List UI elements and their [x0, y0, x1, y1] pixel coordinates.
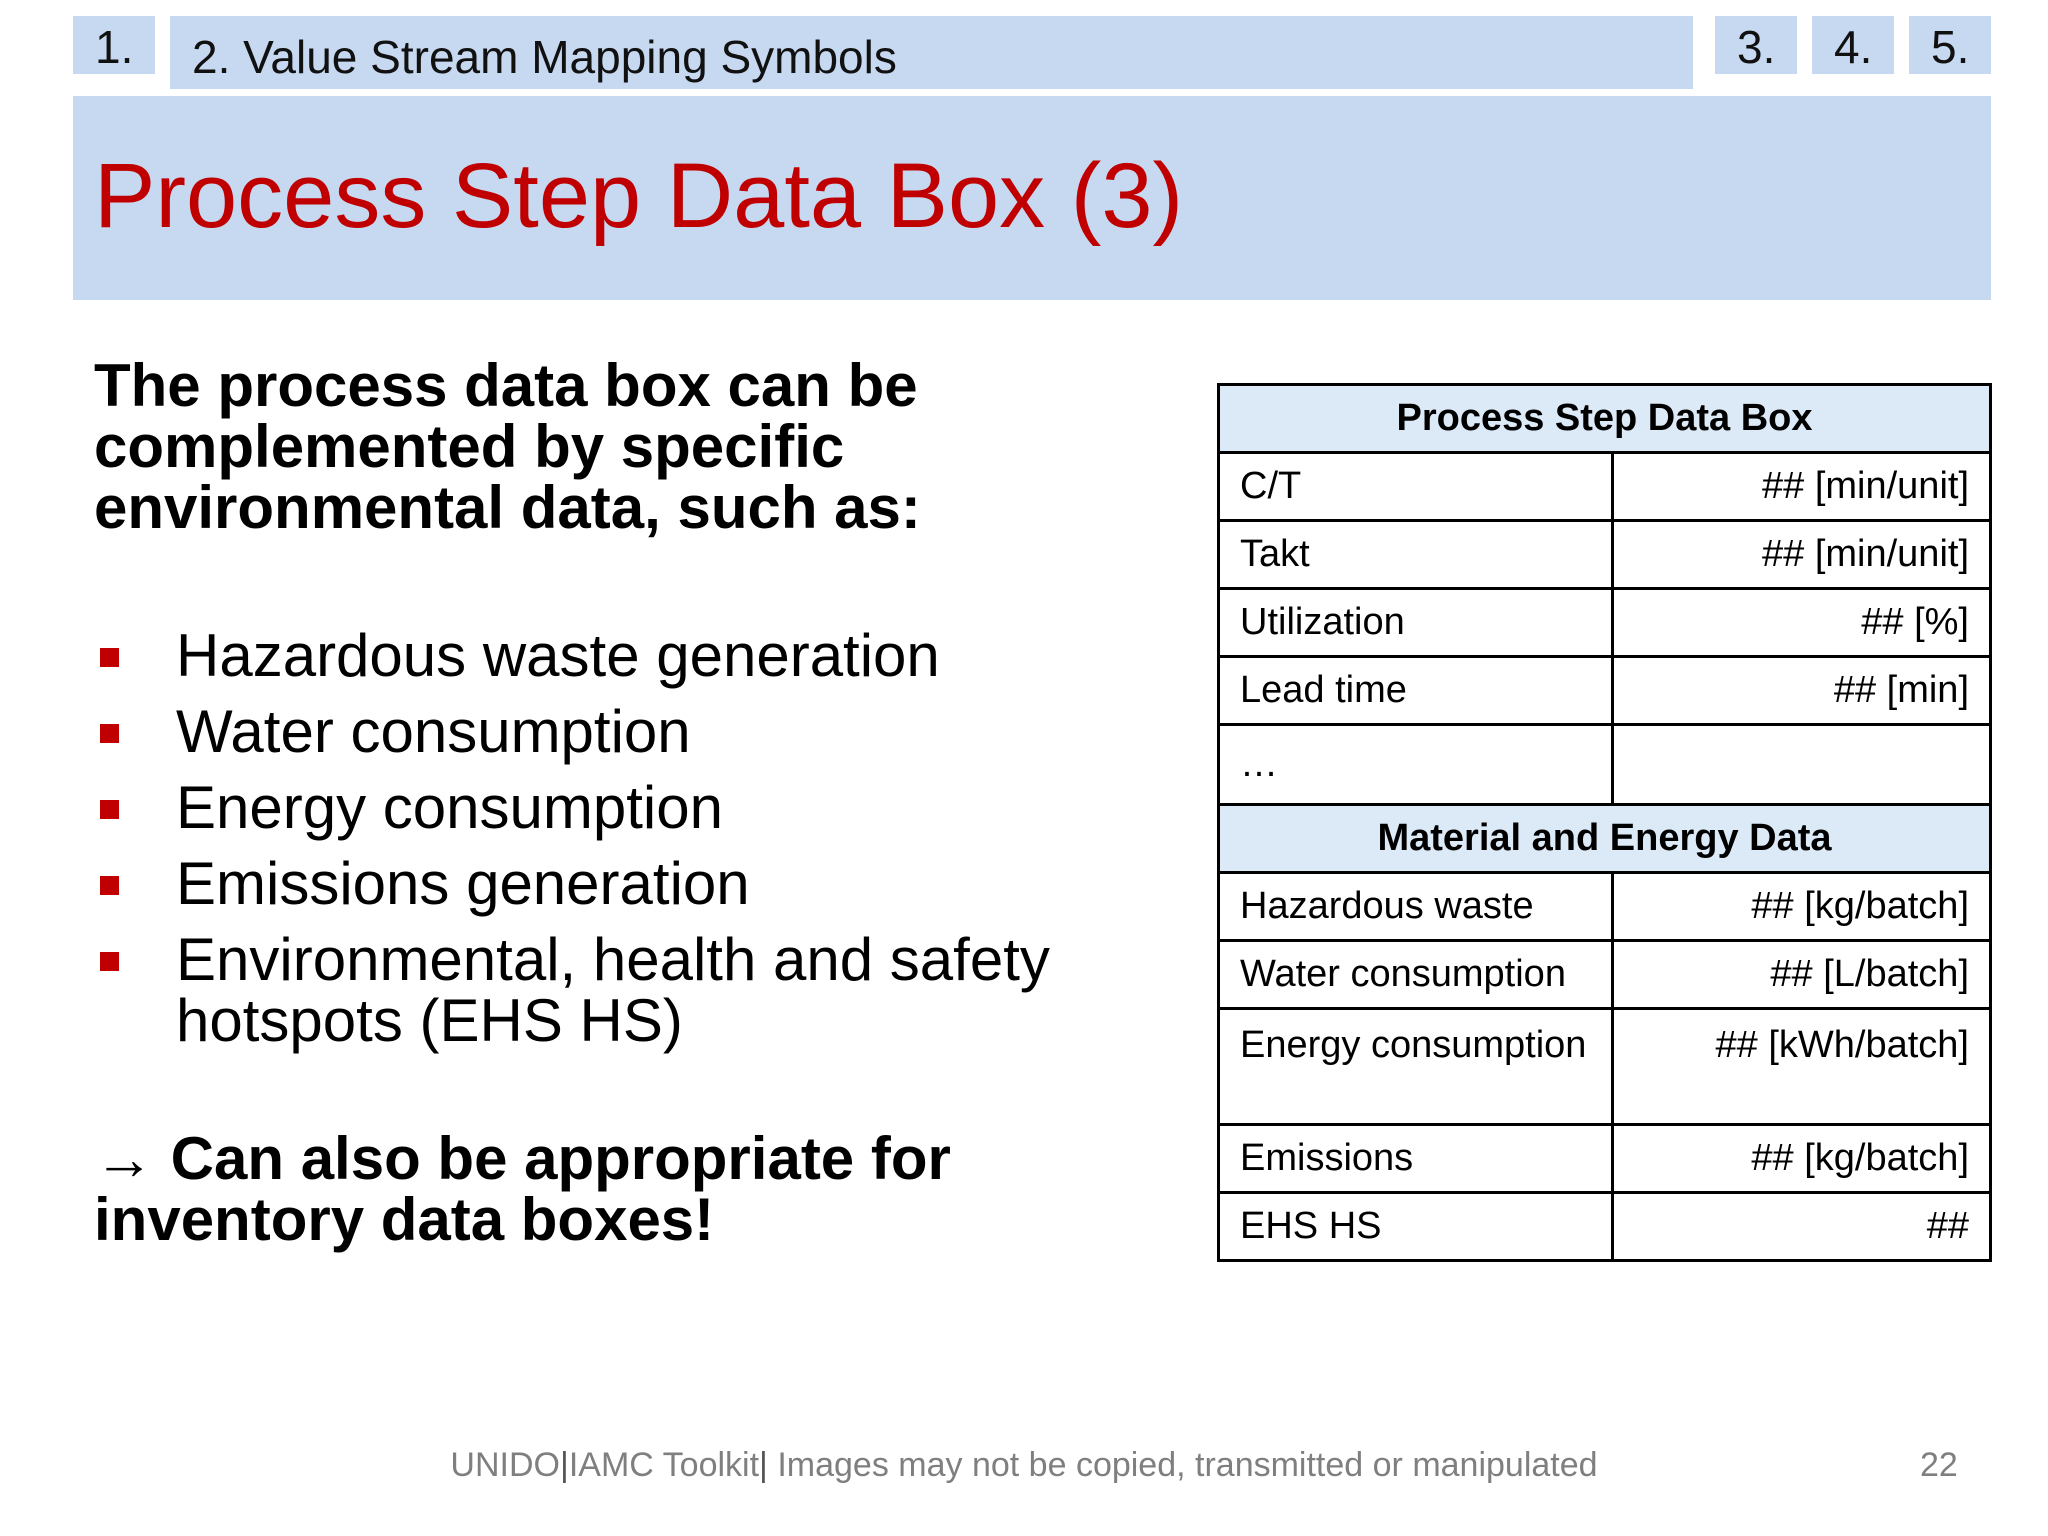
row-value: ## [kg/batch] [1613, 873, 1991, 941]
list-item [94, 698, 1154, 765]
row-value: ## [min] [1613, 657, 1991, 725]
square-bullet-icon [100, 724, 119, 743]
footer-separator: | [559, 1446, 569, 1484]
square-bullet-icon [100, 800, 119, 819]
table-header-row [1219, 805, 1991, 873]
nav-tab-4[interactable]: 4. [1812, 16, 1894, 74]
table-row [1219, 725, 1991, 805]
row-value: ## [min/unit] [1613, 453, 1991, 521]
nav-tab-3[interactable]: 3. [1715, 16, 1797, 74]
row-label: Lead time [1219, 657, 1613, 725]
page-title: Process Step Data Box (3) [94, 145, 1184, 247]
table-row [1219, 1009, 1991, 1125]
nav-tab-5[interactable]: 5. [1909, 16, 1991, 74]
conclusion-text [94, 1125, 1134, 1253]
process-step-data-box-table [1217, 383, 1992, 1262]
footer-toolkit: IAMC Toolkit [568, 1446, 760, 1484]
row-value: ## [%] [1613, 589, 1991, 657]
list-item [94, 622, 1154, 689]
list-item-text: Energy consumption [176, 774, 723, 841]
row-label: C/T [1219, 453, 1613, 521]
footer-separator: | [759, 1446, 768, 1484]
right-arrow-icon: → [94, 1125, 154, 1192]
row-value: ## [kg/batch] [1613, 1125, 1991, 1193]
list-item [94, 850, 1154, 917]
table-row [1219, 657, 1991, 725]
list-item-text: Environmental, health and safety hotspots (EHS HS) [176, 926, 1050, 1054]
list-item-text: Emissions generation [176, 850, 750, 917]
row-label: Water consumption [1219, 941, 1613, 1009]
footer-org: UNIDO [450, 1446, 560, 1484]
table-header-row [1219, 385, 1991, 453]
list-item [94, 926, 1154, 1054]
row-value: ## [L/batch] [1613, 941, 1991, 1009]
square-bullet-icon [100, 648, 119, 667]
intro-text: The process data box can be complemented by specific environmental data, such as: [94, 352, 921, 541]
bullet-list [94, 622, 1154, 1066]
table-row [1219, 589, 1991, 657]
row-label: Hazardous waste [1219, 873, 1613, 941]
list-item [94, 774, 1154, 841]
table-header-material-energy: Material and Energy Data [1219, 805, 1991, 873]
row-label: Takt [1219, 521, 1613, 589]
table-header-process-step: Process Step Data Box [1219, 385, 1991, 453]
table-row [1219, 453, 1991, 521]
table-row [1219, 873, 1991, 941]
nav-tab-2[interactable]: 2. Value Stream Mapping Symbols [170, 16, 1693, 89]
table-row [1219, 1125, 1991, 1193]
row-value: ## [min/unit] [1613, 521, 1991, 589]
footer-notice: Images may not be copied, transmitted or manipulated [777, 1446, 1598, 1484]
row-value [1613, 725, 1991, 805]
row-value: ## [kWh/batch] [1613, 1009, 1991, 1125]
table-row [1219, 1193, 1991, 1261]
row-label: Energy consumption [1219, 1009, 1613, 1125]
table-row [1219, 941, 1991, 1009]
page-number: 22 [1920, 1446, 1958, 1484]
row-value: ## [1613, 1193, 1991, 1261]
table-row [1219, 521, 1991, 589]
footer [0, 1446, 2048, 1485]
list-item-text: Hazardous waste generation [176, 622, 940, 689]
row-label: Utilization [1219, 589, 1613, 657]
conclusion-label: Can also be appropriate for inventory data boxes! [94, 1125, 951, 1253]
row-label: … [1219, 725, 1613, 805]
row-label: Emissions [1219, 1125, 1613, 1193]
square-bullet-icon [100, 876, 119, 895]
list-item-text: Water consumption [176, 698, 691, 765]
nav-tab-1[interactable]: 1. [73, 16, 155, 74]
row-label: EHS HS [1219, 1193, 1613, 1261]
square-bullet-icon [100, 952, 119, 971]
